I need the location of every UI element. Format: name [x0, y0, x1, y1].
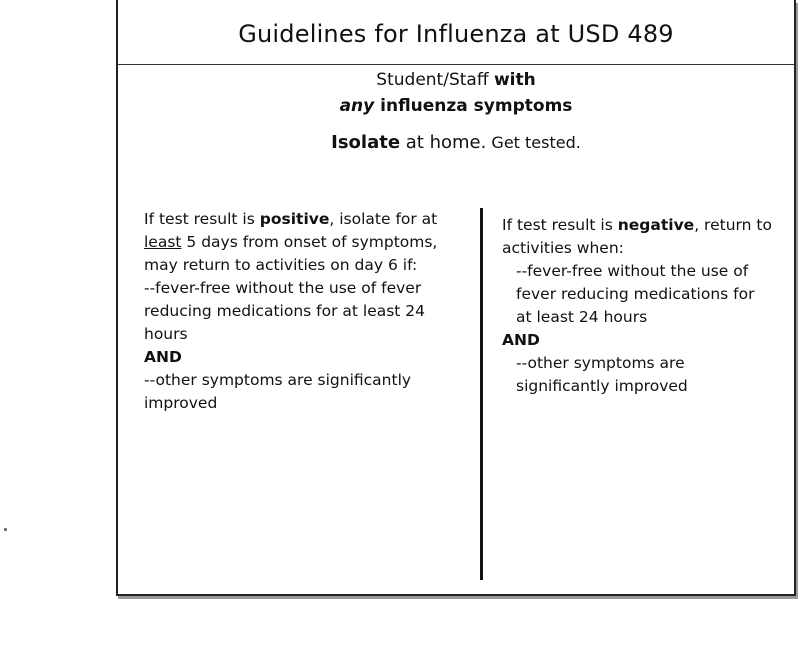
subtitle-line-2	[118, 93, 794, 119]
positive-intro-rest: 5 days from onset of symptoms, may return to activities on day 6 if:	[144, 233, 438, 274]
get-tested-text: Get tested.	[486, 133, 581, 152]
positive-and: AND	[144, 348, 182, 366]
subtitle-symptoms: influenza symptoms	[374, 96, 573, 116]
negative-condition-1: --fever-free without the use of fever reducing medications for at least 24 hours	[516, 262, 755, 326]
positive-intro-after: , isolate for at	[329, 210, 438, 228]
positive-condition-1: --fever-free without the use of fever reducing medications for at least 24 hours	[144, 279, 426, 343]
positive-intro-before: If test result is	[144, 210, 260, 228]
isolate-text: at home.	[400, 132, 487, 153]
negative-and: AND	[502, 331, 540, 349]
subtitle-with: with	[493, 70, 536, 90]
negative-intro-after: , return to activities when:	[502, 216, 772, 257]
negative-column	[502, 214, 772, 398]
positive-condition-2: --other symptoms are significantly improved	[144, 371, 412, 412]
subtitle-any: any	[339, 96, 375, 116]
column-divider	[480, 208, 483, 580]
isolate-bold: Isolate	[331, 132, 401, 153]
positive-column	[144, 208, 444, 415]
negative-intro	[502, 214, 772, 260]
title-band	[118, 0, 794, 65]
subtitle-line-1	[118, 67, 794, 93]
page-title: Guidelines for Influenza at USD 489	[238, 20, 674, 48]
stray-mark	[4, 528, 7, 531]
negative-intro-before: If test result is	[502, 216, 618, 234]
guideline-frame	[116, 0, 796, 596]
negative-condition-2: --other symptoms are significantly improved	[516, 354, 688, 395]
subtitle-plain: Student/Staff	[376, 70, 494, 90]
negative-label: negative	[617, 216, 695, 234]
subtitle	[118, 67, 794, 119]
isolate-instruction	[118, 132, 794, 153]
positive-label: positive	[259, 210, 330, 228]
positive-intro	[144, 208, 444, 277]
least-underlined: least	[144, 233, 182, 251]
